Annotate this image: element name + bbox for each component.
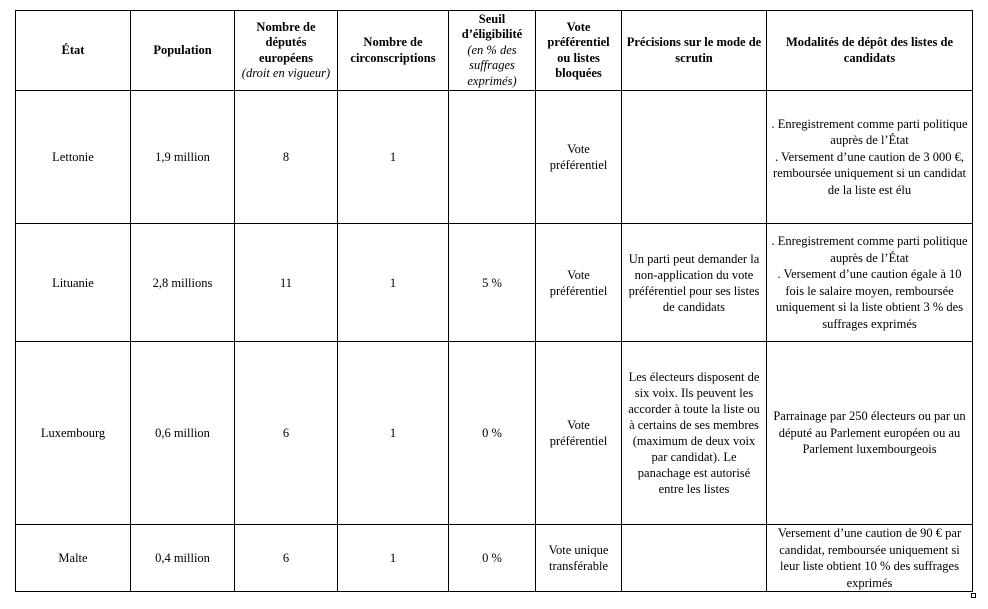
modalite-line: . Enregistrement comme parti politique auprès de l’État xyxy=(771,234,968,265)
cell-circonscriptions: 1 xyxy=(338,91,449,224)
modalite-line: . Enregistrement comme parti politique auprès de l’État xyxy=(771,116,968,148)
table-resize-handle[interactable] xyxy=(971,593,976,598)
header-deputes xyxy=(235,11,338,91)
cell-seuil: 0 % xyxy=(449,342,536,525)
table-row xyxy=(16,342,973,525)
cell-deputes: 6 xyxy=(235,342,338,525)
modalite-line: Parrainage par 250 électeurs ou par un député au Parlement européen ou au Parlement luxembourgeois xyxy=(773,409,966,457)
header-circonscriptions: Nombre de circonscriptions xyxy=(338,11,449,91)
cell-etat: Lettonie xyxy=(16,91,131,224)
cell-population: 1,9 million xyxy=(131,91,235,224)
table-row xyxy=(16,525,973,592)
table-row xyxy=(16,224,973,342)
modalite-line: . Versement d’une caution égale à 10 fois le salaire moyen, remboursée uniquement si la liste obtient 3 % des suffrages exprimés xyxy=(775,267,964,331)
cell-circonscriptions: 1 xyxy=(338,525,449,592)
cell-population: 0,4 million xyxy=(131,525,235,592)
header-vote: Vote préférentiel ou listes bloquées xyxy=(536,11,622,91)
cell-deputes: 6 xyxy=(235,525,338,592)
modalite-line: . Versement d’une caution de 3 000 €, remboursée uniquement si un candidat de la liste est élu xyxy=(773,149,966,197)
cell-population: 2,8 millions xyxy=(131,224,235,342)
cell-population: 0,6 million xyxy=(131,342,235,525)
modalite-line: Versement d’une caution de 90 € par candidat, remboursée uniquement si leur liste obtient 10 % des suffrages exprimés xyxy=(777,526,962,590)
cell-deputes: 11 xyxy=(235,224,338,342)
cell-precisions: Les électeurs disposent de six voix. Ils peuvent les accorder à toute la liste ou à certains de ses membres (maximum de deux voix par candidat). Le panachage est autorisé entre les listes xyxy=(622,342,767,525)
cell-seuil: 5 % xyxy=(449,224,536,342)
cell-deputes: 8 xyxy=(235,91,338,224)
electoral-systems-table xyxy=(15,10,973,592)
cell-modalites xyxy=(767,224,973,342)
header-deputes-title: Nombre de députés européens xyxy=(256,19,316,65)
header-modalites: Modalités de dépôt des listes de candidats xyxy=(767,11,973,91)
cell-vote: Vote unique transférable xyxy=(536,525,622,592)
header-precisions: Précisions sur le mode de scrutin xyxy=(622,11,767,91)
cell-precisions: Un parti peut demander la non-application du vote préférentiel pour ses listes de candidats xyxy=(622,224,767,342)
cell-etat: Malte xyxy=(16,525,131,592)
header-seuil-title: Seuil d’éligibilité xyxy=(461,11,523,42)
cell-precisions xyxy=(622,525,767,592)
cell-modalites xyxy=(767,91,973,224)
cell-vote: Vote préférentiel xyxy=(536,342,622,525)
cell-modalites xyxy=(767,342,973,525)
header-deputes-sub: (droit en vigueur) xyxy=(241,66,331,80)
header-seuil-sub: (en % des suffrages exprimés) xyxy=(467,42,517,88)
cell-circonscriptions: 1 xyxy=(338,342,449,525)
cell-modalites xyxy=(767,525,973,592)
cell-seuil xyxy=(449,91,536,224)
header-etat: État xyxy=(16,11,131,91)
cell-precisions xyxy=(622,91,767,224)
table-row xyxy=(16,91,973,224)
header-seuil xyxy=(449,11,536,91)
cell-etat: Luxembourg xyxy=(16,342,131,525)
cell-vote: Vote préférentiel xyxy=(536,224,622,342)
cell-etat: Lituanie xyxy=(16,224,131,342)
cell-circonscriptions: 1 xyxy=(338,224,449,342)
cell-vote: Vote préférentiel xyxy=(536,91,622,224)
header-row xyxy=(16,11,973,91)
cell-seuil: 0 % xyxy=(449,525,536,592)
header-population: Population xyxy=(131,11,235,91)
